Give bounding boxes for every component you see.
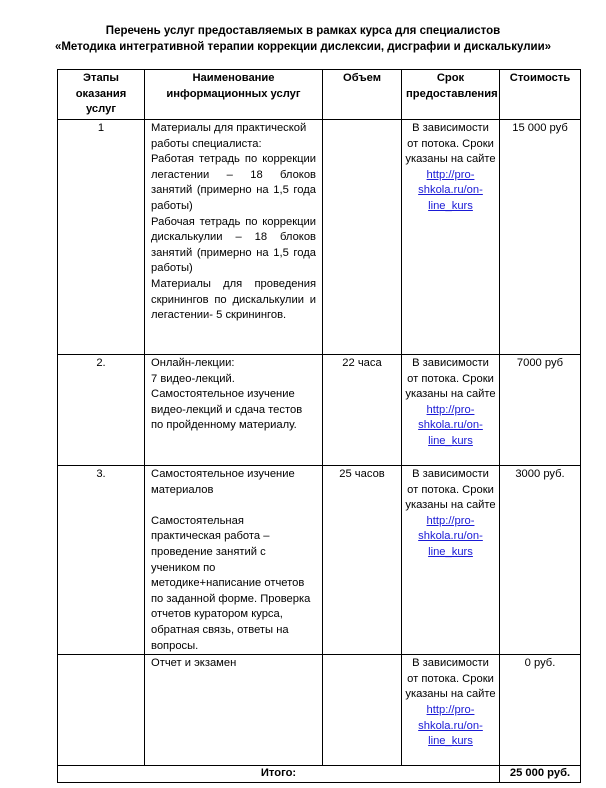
header-term: Срок предоставления [402,70,500,120]
service-text: Отчет и экзамен [151,657,237,670]
service-name-cell [145,120,323,355]
service-text: Самостоятельная практическая работа – проведение занятий с учеником по методике+написание отчетов по заданной форме. Проверка отчетов куратором курса, обратная связь, ответы на вопросы. [151,514,311,652]
term-text: В зависимости от потока. Сроки указаны на сайте [405,657,496,701]
term-cell [402,466,500,655]
header-name: Наименование информационных услуг [145,70,323,120]
service-text: Работая тетрадь по коррекции легастении – 18 блоков занятий (примерно на 1,5 года работы) [151,153,316,212]
service-text: Самостоятельное изучение видео-лекций и сдача тестов по пройденному материалу. [151,388,303,432]
table-row [58,466,581,655]
service-text: Материалы для проведения скринингов по дискалькулии и легастении- 5 скринингов. [151,277,316,322]
service-text: Рабочая тетрадь по коррекции дискалькулии – 18 блоков занятий (примерно на 1,5 года работы) [151,215,316,275]
course-link[interactable]: http://pro- shkola.ru/on- line_kurs [418,168,483,212]
volume-cell: 25 часов [323,466,402,655]
volume-cell [323,655,402,766]
term-text: В зависимости от потока. Сроки указаны на сайте [405,468,496,512]
header-price: Стоимость [500,70,581,120]
course-link[interactable]: http://pro- shkola.ru/on- line_kurs [418,403,483,447]
term-cell [402,655,500,766]
service-text: Самостоятельное изучение материалов [151,468,295,496]
course-link[interactable]: http://pro- shkola.ru/on- line_kurs [418,703,483,748]
service-text: 7 видео-лекций. [151,372,235,385]
price-cell: 7000 руб [500,355,581,466]
price-cell: 15 000 руб [500,120,581,355]
term-text: В зависимости от потока. Сроки указаны на сайте [405,357,496,401]
stage-cell: 2. [58,355,145,466]
term-cell [402,120,500,355]
term-text: В зависимости от потока. Сроки указаны на сайте [405,122,496,166]
header-stages: Этапы оказания услуг [58,70,145,120]
title-line-1: Перечень услуг предоставляемых в рамках курса для специалистов [105,25,501,37]
table-row [58,655,581,766]
service-name-cell [145,466,323,655]
course-link[interactable]: http://pro- shkola.ru/on- line_kurs [418,514,483,558]
spacer [151,498,316,514]
service-name-cell [145,655,323,766]
price-cell: 3000 руб. [500,466,581,655]
volume-cell [323,120,402,355]
volume-cell: 22 часа [323,355,402,466]
table-header-row [58,70,581,120]
table-row [58,355,581,466]
header-volume: Объем [323,70,402,120]
stage-cell [58,655,145,766]
service-name-cell [145,355,323,466]
service-text: Материалы для практической работы специалиста: [151,122,307,150]
stage-cell: 1 [58,120,145,355]
table-row [58,120,581,355]
term-cell [402,355,500,466]
services-table [57,69,581,783]
total-row [58,766,581,783]
document-title [20,23,586,55]
service-text: Онлайн-лекции: [151,357,235,369]
total-label: Итого: [58,766,500,783]
price-cell: 0 руб. [500,655,581,766]
stage-cell: 3. [58,466,145,655]
total-value: 25 000 руб. [500,766,581,783]
title-line-2: «Методика интегративной терапии коррекции дислексии, дисграфии и дискалькулии» [54,41,552,53]
